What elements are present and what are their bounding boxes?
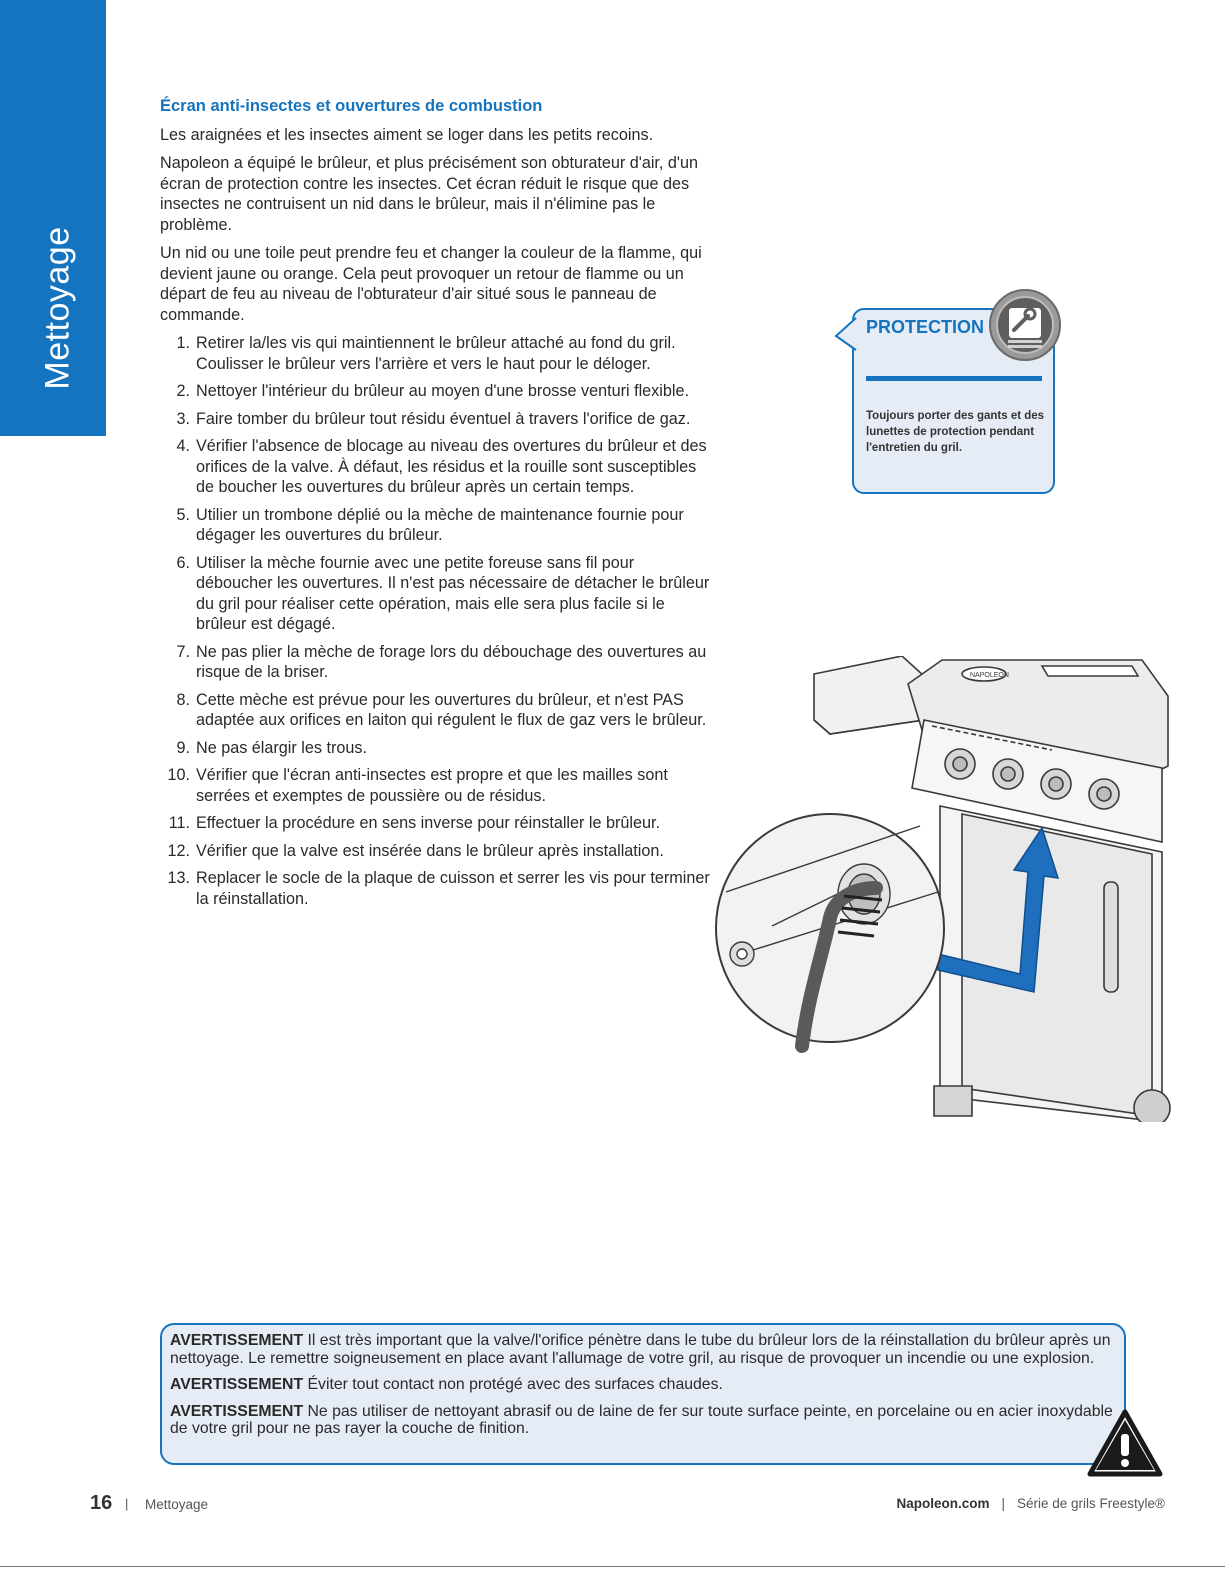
list-item — [160, 333, 710, 374]
main-content — [160, 96, 710, 916]
section-heading: Écran anti-insectes et ouvertures de combustion — [160, 97, 543, 115]
warning-text: Il est très important que la valve/l'orifice pénètre dans le tube du brûleur lors de la réinstallation du brûleur après un nettoyage. Le remettre soigneusement en place avant l'allumage de votre gril, au risque de provoquer un incendie ou une explosion. — [170, 1332, 1111, 1367]
footer-right — [896, 1496, 1165, 1511]
step-number: 9. — [176, 738, 190, 757]
step-text: Faire tomber du brûleur tout résidu éventuel à travers l'orifice de gaz. — [196, 409, 691, 428]
wrench-manual-icon — [988, 288, 1062, 362]
step-number: 6. — [176, 553, 190, 572]
footer-separator: | — [1001, 1496, 1005, 1511]
page-footer — [0, 1490, 1225, 1520]
step-number: 10. — [167, 766, 190, 784]
footer-site-link[interactable]: Napoleon.com — [896, 1496, 990, 1511]
warning-item — [170, 1403, 1116, 1438]
warning-box — [160, 1323, 1126, 1465]
list-item — [160, 813, 710, 834]
protection-text: Toujours porter des gants et des lunettes de protection pendant l'entretien du gril. — [866, 410, 1045, 454]
list-item — [160, 436, 710, 498]
step-text: Cette mèche est prévue pour les ouvertures du brûleur, et n'est PAS adaptée aux orifices en laiton qui régulent le flux de gaz vers le brûleur. — [196, 690, 707, 729]
callout-tail-icon — [834, 316, 858, 352]
warning-text: Éviter tout contact non protégé avec des surfaces chaudes. — [307, 1376, 723, 1393]
grill-burner-cleaning-illustration — [712, 656, 1172, 1122]
list-item — [160, 868, 710, 909]
step-number: 5. — [176, 505, 190, 524]
warning-label: AVERTISSEMENT — [170, 1402, 304, 1420]
step-text: Retirer la/les vis qui maintiennent le brûleur attaché au fond du gril. Coulisser le brûleur vers l'arrière et vers le haut pour le déloger. — [196, 334, 676, 373]
list-item — [160, 409, 710, 430]
intro-paragraph: Les araignées et les insectes aiment se loger dans les petits recoins. — [160, 125, 654, 144]
step-text: Ne pas élargir les trous. — [196, 738, 367, 757]
page-number: 16 — [90, 1492, 113, 1514]
footer-series: Série de grils Freestyle® — [1017, 1496, 1165, 1511]
step-number: 7. — [176, 642, 190, 661]
screen-paragraph: Napoleon a équipé le brûleur, et plus précisément son obturateur d'air, d'un écran de protection contre les insectes. Cet écran réduit le risque que des insectes ne contruisent un nid dans le brûleur, mais il n'élimine pas le problème. — [160, 154, 699, 234]
section-side-tab — [0, 0, 106, 436]
warning-item — [170, 1376, 1116, 1394]
warning-label: AVERTISSEMENT — [170, 1376, 304, 1393]
step-text: Vérifier que l'écran anti-insectes est propre et que les mailles sont serrées et exemptes de poussière ou de résidus. — [196, 766, 668, 805]
list-item — [160, 553, 710, 635]
warning-item — [170, 1332, 1116, 1367]
step-number: 1. — [176, 334, 190, 352]
risk-paragraph: Un nid ou une toile peut prendre feu et changer la couleur de la flamme, qui devient jaune ou orange. Cela peut provoquer un retour de flamme ou un départ de feu au niveau de l'obturateur d'air situé sous le panneau de commande. — [160, 244, 702, 324]
step-number: 12. — [167, 841, 190, 860]
warning-text: Ne pas utiliser de nettoyant abrasif ou de laine de fer sur toute surface peinte, en porcelaine ou en acier inoxydable de votre gril pour ne pas rayer la couche de finition. — [170, 1402, 1113, 1437]
step-number: 3. — [176, 409, 190, 428]
step-number: 11. — [168, 814, 190, 832]
step-text: Effectuer la procédure en sens inverse pour réinstaller le brûleur. — [196, 814, 660, 832]
protection-title: PROTECTION — [866, 317, 985, 337]
list-item — [160, 381, 710, 402]
list-item — [160, 505, 710, 546]
footer-section-name: Mettoyage — [145, 1497, 209, 1512]
step-number: 13. — [167, 869, 190, 887]
step-text: Nettoyer l'intérieur du brûleur au moyen d'une brosse venturi flexible. — [196, 382, 689, 400]
warning-label: AVERTISSEMENT — [170, 1332, 304, 1349]
step-number: 8. — [176, 690, 190, 709]
cleaning-steps-list — [160, 333, 710, 909]
footer-separator: | — [125, 1496, 129, 1511]
protection-divider — [866, 376, 1042, 381]
step-text: Vérifier que la valve est insérée dans le brûleur après installation. — [196, 841, 664, 860]
step-text: Replacer le socle de la plaque de cuisson et serrer les vis pour terminer la réinstallation. — [196, 869, 710, 908]
step-text: Utiliser la mèche fournie avec une petite foreuse sans fil pour déboucher les ouvertures. Il n'est pas nécessaire de détacher le brûleur du gril pour réaliser cette opération, mais elle sera plus facile si le brûleur est dégagé. — [196, 553, 710, 633]
grill-logo-text: NAPOLEON — [970, 672, 1009, 679]
side-tab-label: Mettoyage — [38, 226, 77, 390]
page-bottom-rule — [0, 1566, 1225, 1567]
step-number: 4. — [176, 437, 190, 455]
list-item — [160, 765, 710, 806]
warning-triangle-icon — [1086, 1408, 1164, 1478]
step-text: Vérifier l'absence de blocage au niveau des overtures du brûleur et des orifices de la valve. À défaut, les résidus et la rouille sont susceptibles de boucher les ouvertures du brûleur après un certain temps. — [196, 437, 707, 496]
protection-callout — [852, 308, 1055, 494]
list-item — [160, 841, 710, 862]
list-item — [160, 642, 710, 683]
list-item — [160, 690, 710, 731]
step-text: Utilier un trombone déplié ou la mèche de maintenance fournie pour dégager les ouvertures du brûleur. — [196, 505, 684, 544]
step-number: 2. — [176, 382, 190, 400]
list-item — [160, 738, 710, 759]
step-text: Ne pas plier la mèche de forage lors du débouchage des ouvertures au risque de la briser. — [196, 642, 707, 681]
